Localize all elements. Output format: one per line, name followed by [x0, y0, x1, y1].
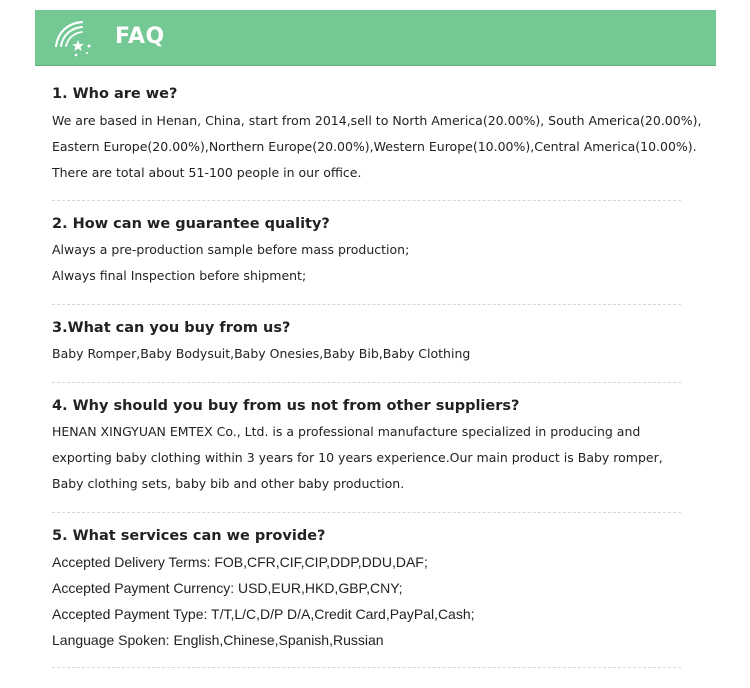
faq-item-quality [52, 214, 682, 289]
faq-answer-line: exporting baby clothing within 3 years for 10 years experience.Our main product is Baby romper, [52, 450, 663, 465]
faq-answer-line: Eastern Europe(20.00%),Northern Europe(20.00%),Western Europe(10.00%),Central America(10.00%). [52, 139, 697, 154]
faq-answer-line: Baby clothing sets, baby bib and other baby production. [52, 476, 405, 491]
faq-item-who-are-we [52, 84, 702, 186]
faq-question: 3.What can you buy from us? [52, 320, 291, 336]
faq-answer-line: Baby Romper,Baby Bodysuit,Baby Onesies,Baby Bib,Baby Clothing [52, 346, 471, 361]
faq-answer-line: Accepted Delivery Terms: FOB,CFR,CIF,CIP,DDP,DDU,DAF; [52, 554, 428, 570]
faq-banner [35, 10, 716, 65]
faq-answer-line: Language Spoken: English,Chinese,Spanish,Russian [52, 632, 384, 648]
faq-answer-line: There are total about 51-100 people in our office. [52, 165, 362, 180]
section-divider [52, 667, 681, 668]
faq-item-why-us [52, 396, 682, 497]
faq-answer-line: Always final Inspection before shipment; [52, 268, 307, 283]
faq-answer-line: We are based in Henan, China, start from 2014,sell to North America(20.00%), South America(20.00%), [52, 113, 702, 128]
faq-answer-line: Always a pre-production sample before mass production; [52, 242, 410, 257]
faq-question: 2. How can we guarantee quality? [52, 216, 330, 232]
faq-item-products [52, 318, 682, 367]
section-divider [52, 382, 681, 383]
shooting-star-icon [52, 18, 96, 58]
faq-question: 4. Why should you buy from us not from other suppliers? [52, 398, 520, 414]
faq-answer-line: HENAN XINGYUAN EMTEX Co., Ltd. is a professional manufacture specialized in producing and [52, 424, 641, 439]
faq-question: 1. Who are we? [52, 86, 178, 102]
section-divider [52, 304, 681, 305]
faq-item-services [52, 526, 682, 653]
section-divider [52, 200, 681, 201]
faq-answer-line: Accepted Payment Currency: USD,EUR,HKD,GBP,CNY; [52, 580, 403, 596]
faq-answer-line: Accepted Payment Type: T/T,L/C,D/P D/A,Credit Card,PayPal,Cash; [52, 606, 475, 622]
section-divider [52, 512, 681, 513]
faq-question: 5. What services can we provide? [52, 528, 326, 544]
page-title: FAQ [115, 24, 165, 49]
